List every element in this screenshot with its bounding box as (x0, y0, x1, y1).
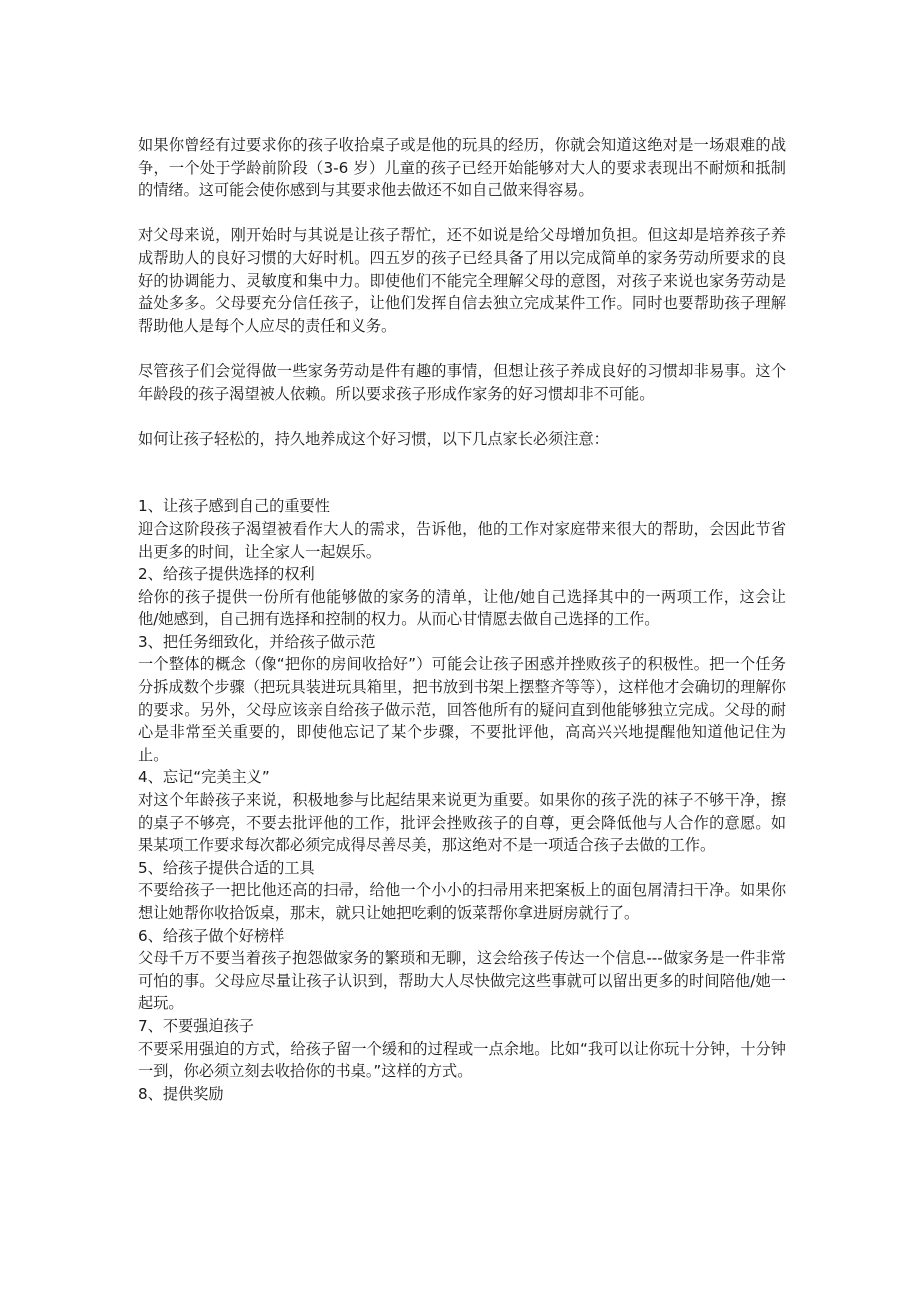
tip-heading-4: 4、忘记“完美主义” (138, 768, 270, 787)
tips-list (138, 495, 786, 1105)
paragraph-spacer (138, 337, 786, 360)
tip-body-6: 父母千万不要当着孩子抱怨做家务的繁琐和无聊，这会给孩子传达一个信息---做家务是一件非常可怕的事。父母应尽量让孩子认识到，帮助大人尽快做完这些事就可以留出更多的时间陪他/她一起玩。 (138, 949, 786, 1013)
tip-body-7: 不要采用强迫的方式，给孩子留一个缓和的过程或一点余地。比如“我可以让你玩十分钟，十分钟一到，你必须立刻去收拾你的书桌。”这样的方式。 (138, 1039, 786, 1081)
tip-heading-1: 1、让孩子感到自己的重要性 (138, 497, 330, 516)
tip-heading-6: 6、给孩子做个好榜样 (138, 926, 285, 945)
document-page (138, 134, 786, 1105)
tip-body-3: 一个整体的概念（像“把你的房间收拾好”）可能会让孩子困惑并挫败孩子的积极性。把一个任务分拆成数个步骤（把玩具装进玩具箱里，把书放到书架上摆整齐等等），这样他才会确切的理解你的要求。另外，父母应该亲自给孩子做示范，回答他所有的疑问直到他能够独立完成。父母的耐心是非常至关重要的，即使他忘记了某个步骤，不要批评他，高高兴兴地提醒他知道他记住为止。 (138, 655, 786, 764)
section-spacer (138, 450, 786, 495)
paragraph-spacer (138, 405, 786, 428)
intro-paragraph-1: 如果你曾经有过要求你的孩子收拾桌子或是他的玩具的经历，你就会知道这绝对是一场艰难的战争，一个处于学龄前阶段（3-6 岁）儿童的孩子已经开始能够对大人的要求表现出不耐烦和抵制的情绪。这可能会使你感到与其要求他去做还不如自己做来得容易。 (138, 136, 786, 200)
tip-body-1: 迎合这阶段孩子渴望被看作大人的需求，告诉他，他的工作对家庭带来很大的帮助，会因此节省出更多的时间，让全家人一起娱乐。 (138, 519, 786, 561)
tip-heading-7: 7、不要强迫孩子 (138, 1016, 254, 1035)
intro-paragraph-3: 尽管孩子们会觉得做一些家务劳动是件有趣的事情，但想让孩子养成良好的习惯却非易事。这个年龄段的孩子渴望被人依赖。所以要求孩子形成作家务的好习惯却非不可能。 (138, 361, 786, 403)
tip-heading-8: 8、提供奖励 (138, 1084, 224, 1103)
tip-body-2: 给你的孩子提供一份所有他能够做的家务的清单，让他/她自己选择其中的一两项工作，这会让他/她感到，自己拥有选择和控制的权力。从而心甘情愿去做自己选择的工作。 (138, 587, 786, 629)
tip-body-4: 对这个年龄孩子来说，积极地参与比起结果来说更为重要。如果你的孩子洗的袜子不够干净，擦的桌子不够亮，不要去批评他的工作，批评会挫败孩子的自尊，更会降低他与人合作的意愿。如果某项工作要求每次都必须完成得尽善尽美，那这绝对不是一项适合孩子去做的工作。 (138, 791, 786, 855)
tip-heading-5: 5、给孩子提供合适的工具 (138, 858, 315, 877)
tip-body-5: 不要给孩子一把比他还高的扫帚，给他一个小小的扫帚用来把案板上的面包屑清扫干净。如果你想让她帮你收拾饭桌，那末，就只让她把吃剩的饭菜帮你拿进厨房就行了。 (138, 881, 786, 922)
tip-heading-3: 3、把任务细致化，并给孩子做示范 (138, 632, 376, 651)
intro-paragraph-2: 对父母来说，刚开始时与其说是让孩子帮忙，还不如说是给父母增加负担。但这却是培养孩子养成帮助人的良好习惯的大好时机。四五岁的孩子已经具备了用以完成简单的家务劳动所要求的良好的协调能力、灵敏度和集中力。即使他们不能完全理解父母的意图，对孩子来说也家务劳动是益处多多。父母要充分信任孩子，让他们发挥自信去独立完成某件工作。同时也要帮助孩子理解帮助他人是每个人应尽的责任和义务。 (138, 226, 786, 335)
paragraph-spacer (138, 202, 786, 225)
intro-paragraph-4: 如何让孩子轻松的，持久地养成这个好习惯，以下几点家长必须注意： (138, 429, 609, 448)
tip-heading-2: 2、给孩子提供选择的权利 (138, 565, 315, 584)
